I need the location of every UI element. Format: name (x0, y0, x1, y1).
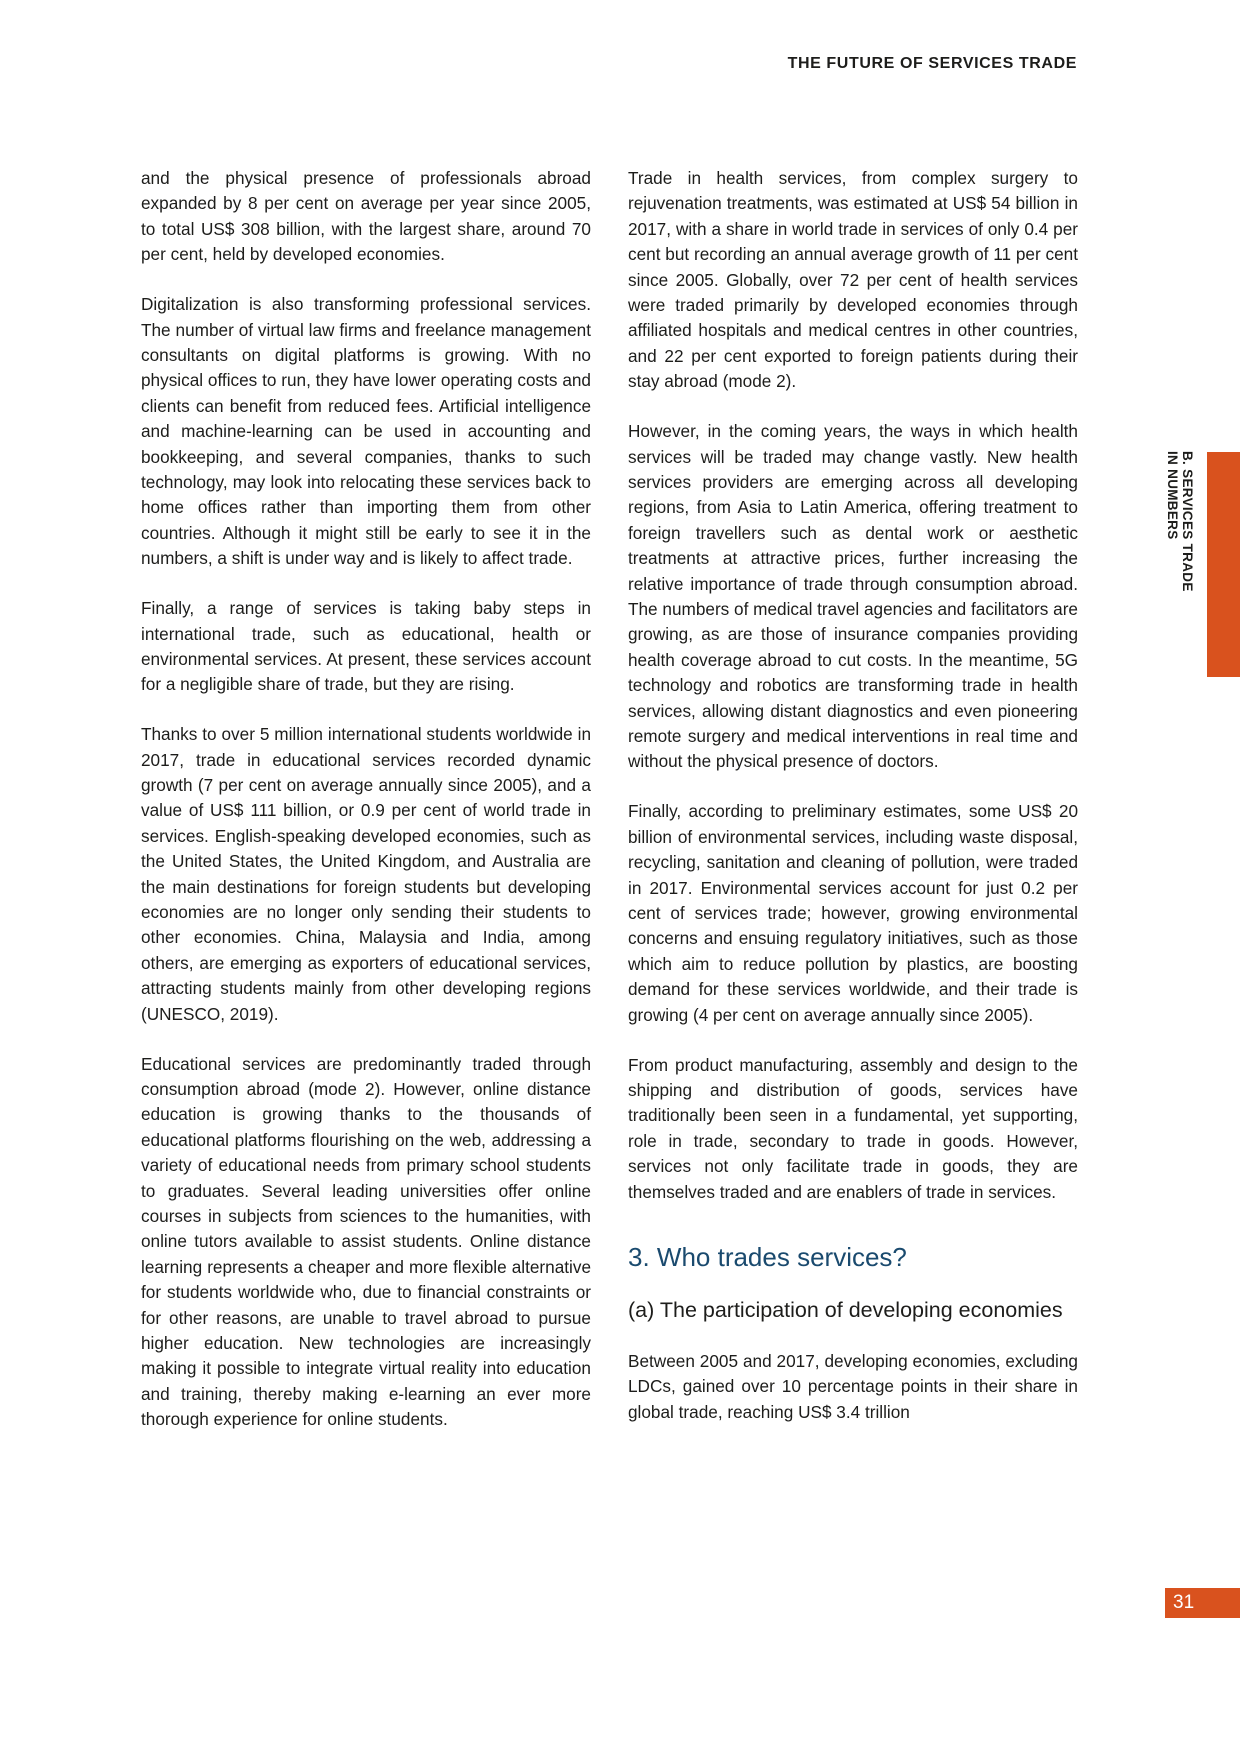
body-paragraph: Finally, according to preliminary estimates, some US$ 20 billion of environmental services, including waste disposal, recycling, sanitation and cleaning of pollution, were traded in 2017. Environmental services account for just 0.2 per cent of services trade; however, growing environmental concerns and ensuing regulatory initiatives, such as those which aim to reduce pollution by plastics, are boosting demand for these services worldwide, and their trade is growing (4 per cent on average annually since 2005). (628, 801, 1078, 1025)
chapter-tab-label-line1: B. SERVICES TRADE (1180, 451, 1195, 592)
subsection-heading: (a) The participation of developing economies (628, 1297, 1063, 1322)
body-paragraph: However, in the coming years, the ways in which health services will be traded may change vastly. New health services providers are emerging across all developing regions, from Asia to Latin America, offering treatment to foreign travellers such as dental work or aesthetic treatments at attractive prices, further increasing the relative importance of trade through consumption abroad. The numbers of medical travel agencies and facilitators are growing, as are those of insurance companies providing health coverage abroad to cut costs. In the meantime, 5G technology and robotics are transforming trade in health services, allowing distant diagnostics and even pioneering remote surgery and medical interventions in real time and without the physical presence of doctors. (628, 421, 1078, 772)
chapter-tab-marker (1207, 452, 1240, 677)
right-column (628, 166, 1078, 1450)
body-paragraph: and the physical presence of professionals abroad expanded by 8 per cent on average per year since 2005, to total US$ 308 billion, with the largest share, around 70 per cent, held by developed economies. (141, 168, 591, 265)
body-paragraph: Finally, a range of services is taking baby steps in international trade, such as educational, health or environmental services. At present, these services account for a negligible share of trade, but they are rising. (141, 598, 591, 695)
running-header: THE FUTURE OF SERVICES TRADE (787, 55, 1077, 72)
body-paragraph: Educational services are predominantly traded through consumption abroad (mode 2). However, online distance education is growing thanks to the thousands of educational platforms flourishing on the web, addressing a variety of educational needs from primary school students to graduates. Several leading universities offer online courses in subjects from sciences to the humanities, with online tutors available to assist students. Online distance learning represents a cheaper and more flexible alternative for students worldwide who, due to financial constraints or for other reasons, are unable to travel abroad to pursue higher education. New technologies are increasingly making it possible to integrate virtual reality into education and training, thereby making e-learning an ever more thorough experience for online students. (141, 1053, 591, 1430)
chapter-tab-label (1165, 451, 1195, 592)
body-paragraph: Trade in health services, from complex surgery to rejuvenation treatments, was estimated at US$ 54 billion in 2017, with a share in world trade in services of only 0.4 per cent but recording an annual average growth of 11 per cent since 2005. Globally, over 72 per cent of health services were traded primarily by developed economies through affiliated hospitals and medical centres in other countries, and 22 per cent exported to foreign patients during their stay abroad (mode 2). (628, 168, 1078, 392)
page-number: 31 (1165, 1588, 1240, 1618)
chapter-tab-label-line2: IN NUMBERS (1165, 451, 1180, 540)
body-paragraph: Between 2005 and 2017, developing economies, excluding LDCs, gained over 10 percentage points in their share in global trade, reaching US$ 3.4 trillion (628, 1350, 1078, 1422)
body-paragraph: From product manufacturing, assembly and design to the shipping and distribution of goods, services have traditionally been seen in a fundamental, yet supporting, role in trade, secondary to trade in goods. However, services not only facilitate trade in goods, they are themselves traded and are enablers of trade in services. (628, 1054, 1078, 1202)
section-heading: 3. Who trades services? (628, 1241, 907, 1272)
body-paragraph: Digitalization is also transforming professional services. The number of virtual law firms and freelance management consultants on digital platforms is growing. With no physical offices to run, they have lower operating costs and clients can benefit from reduced fees. Artificial intelligence and machine-learning can be used in accounting and bookkeeping, and several companies, thanks to such technology, may look into relocating these services back to home offices rather than importing them from other countries. Although it might still be early to see it in the numbers, a shift is under way and is likely to affect trade. (141, 294, 591, 569)
body-paragraph: Thanks to over 5 million international students worldwide in 2017, trade in educational services recorded dynamic growth (7 per cent on average annually since 2005), and a value of US$ 111 billion, or 0.9 per cent of world trade in services. English-speaking developed economies, such as the United States, the United Kingdom, and Australia are the main destinations for foreign students but developing economies are no longer only sending their students to other economies. China, Malaysia and India, among others, are emerging as exporters of educational services, attracting students mainly from other developing regions (UNESCO, 2019). (141, 724, 591, 1024)
left-column (141, 166, 591, 1457)
